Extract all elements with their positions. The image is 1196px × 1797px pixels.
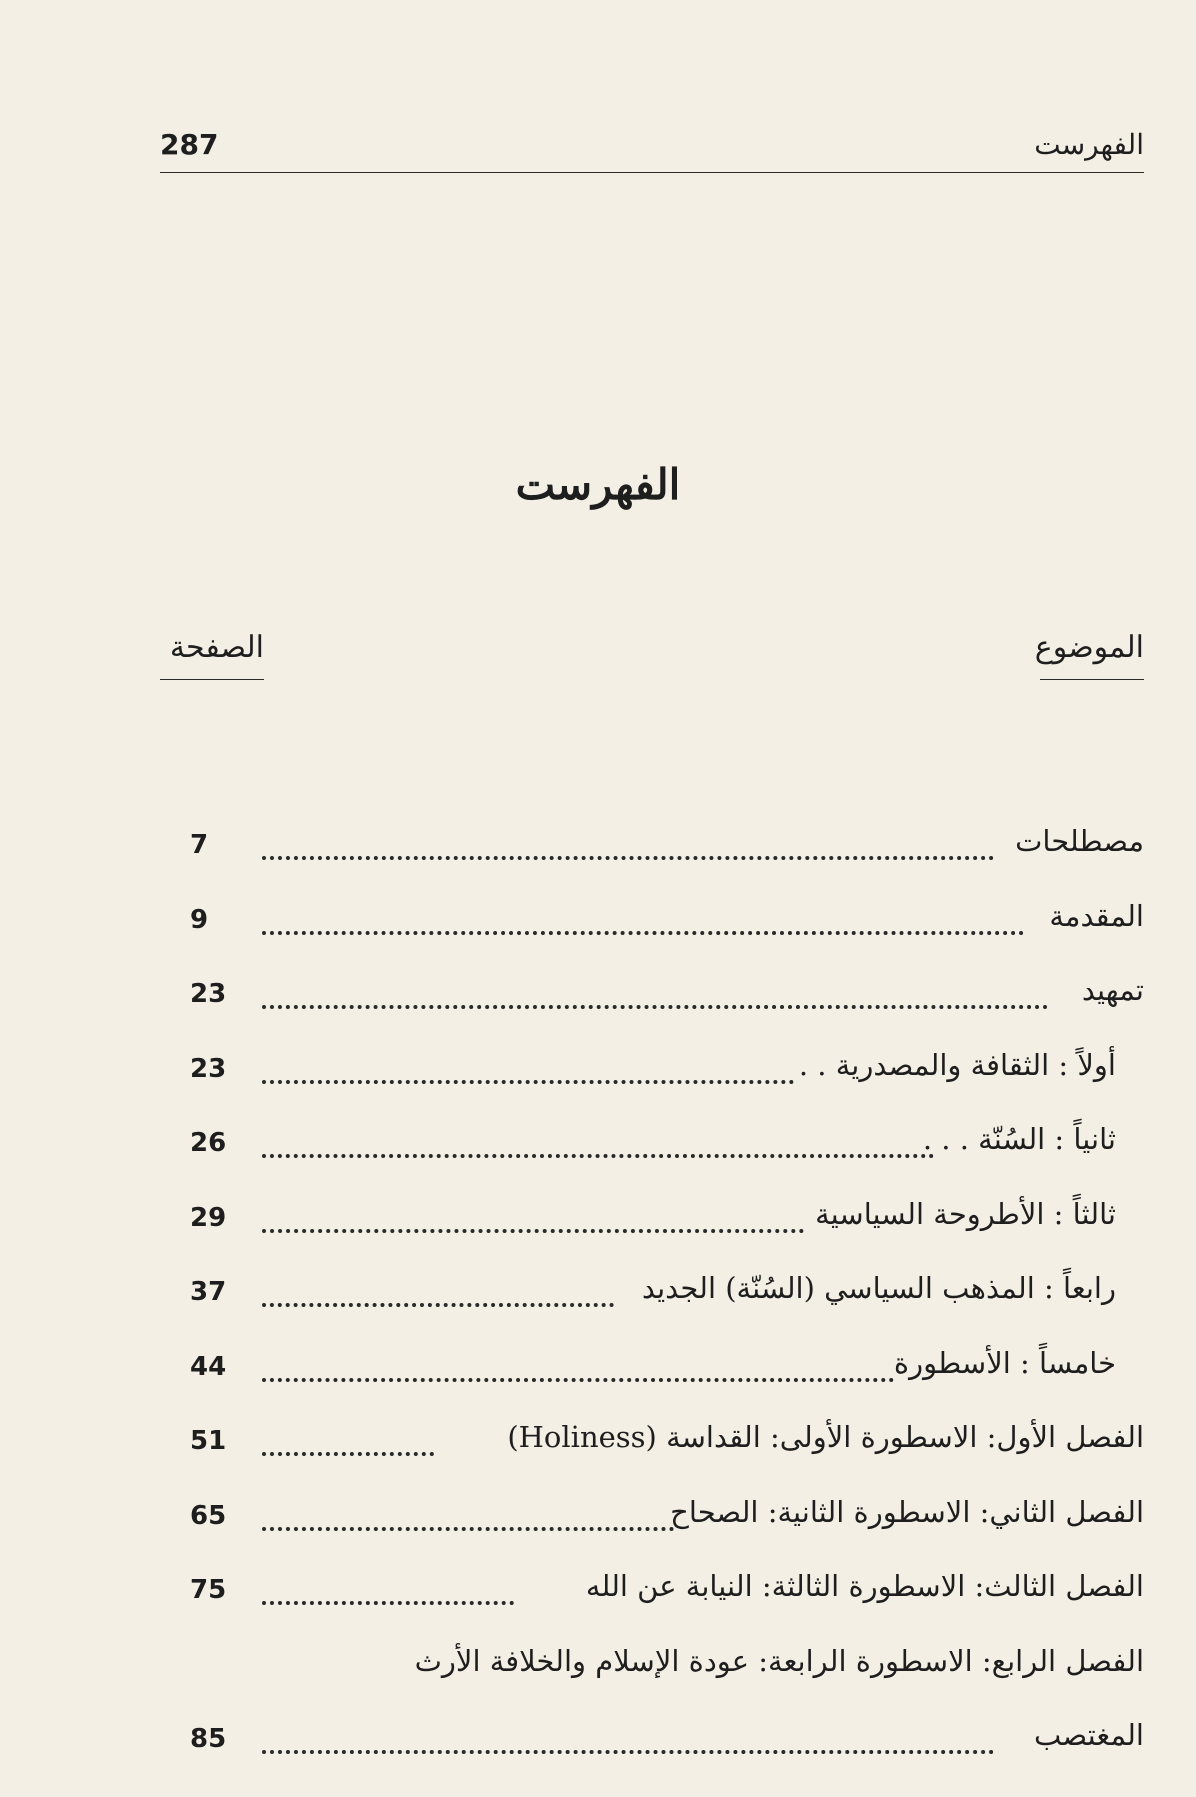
toc-entry-title: مصطلحات — [1015, 824, 1144, 858]
toc-entry — [160, 820, 1144, 895]
running-head — [160, 128, 1144, 173]
toc-entry — [160, 895, 1144, 970]
dot-leader — [262, 1750, 994, 1754]
toc-entry — [160, 1267, 1144, 1342]
toc-entry-title: أولاً : الثقافة والمصدرية . . — [798, 1047, 1116, 1082]
dot-leader — [262, 1378, 894, 1382]
toc-entry-page: 23 — [190, 979, 227, 1009]
toc-entry-title: تمهيد — [1081, 973, 1144, 1007]
toc-entry-page: 9 — [190, 904, 209, 935]
toc-entry — [160, 1342, 1144, 1417]
dot-leader — [262, 1229, 804, 1233]
toc-entry — [160, 1640, 1144, 1715]
table-of-contents — [160, 820, 1144, 1789]
toc-entry-title: رابعاً : المذهب السياسي (السُنّة) الجديد — [641, 1271, 1116, 1305]
running-head-title: الفهرست — [1034, 128, 1144, 161]
toc-entry-page: 26 — [190, 1128, 227, 1158]
toc-entry-title: المقدمة — [1049, 898, 1144, 933]
dot-leader — [262, 1080, 794, 1084]
toc-entry — [160, 1044, 1144, 1119]
toc-entry-page: 44 — [190, 1351, 227, 1382]
toc-entry-page: 23 — [190, 1053, 227, 1084]
dot-leader — [262, 856, 994, 860]
toc-entry-title: الفصل الثالث: الاسطورة الثالثة: النيابة عن الله — [585, 1569, 1144, 1603]
toc-entry-page: 75 — [190, 1575, 227, 1605]
toc-entry — [160, 1714, 1144, 1789]
dot-leader — [262, 1154, 934, 1158]
toc-entry — [160, 1118, 1144, 1193]
toc-entry-title: ثالثاً : الأطروحة السياسية — [815, 1196, 1116, 1231]
dot-leader — [262, 931, 1024, 935]
dot-leader — [262, 1601, 514, 1605]
dot-leader — [262, 1527, 674, 1531]
toc-entry-title: الفصل الثاني: الاسطورة الثانية: الصحاح — [670, 1494, 1144, 1529]
dot-leader — [262, 1303, 614, 1307]
toc-entry-page: 85 — [190, 1724, 227, 1754]
running-head-page-number: 287 — [160, 128, 219, 161]
page-title: الفهرست — [515, 460, 681, 509]
dot-leader — [262, 1005, 1048, 1009]
toc-entry-page: 65 — [190, 1500, 227, 1531]
toc-entry — [160, 1565, 1144, 1640]
toc-entry-page: 51 — [190, 1426, 227, 1456]
toc-entry-page: 29 — [190, 1202, 227, 1233]
column-header-topic: الموضوع — [1040, 630, 1144, 680]
toc-entry — [160, 1491, 1144, 1566]
dot-leader — [262, 1452, 434, 1456]
toc-entry-page: 7 — [190, 830, 209, 860]
toc-entry — [160, 1416, 1144, 1491]
column-header-page: الصفحة — [160, 630, 264, 680]
toc-entry-title: ثانياً : السُنّة . . . — [922, 1122, 1116, 1156]
toc-entry-page: 37 — [190, 1277, 227, 1307]
toc-entry-title: خامساً : الأسطورة — [893, 1345, 1116, 1380]
toc-entry-title: الفصل الأول: الاسطورة الأولى: القداسة (Holiness) — [507, 1420, 1144, 1454]
toc-entry — [160, 969, 1144, 1044]
toc-entry-title: الفصل الرابع: الاسطورة الرابعة: عودة الإسلام والخلافة الأرث — [414, 1643, 1144, 1678]
toc-entry-title: المغتصب — [1033, 1718, 1144, 1752]
toc-entry — [160, 1193, 1144, 1268]
